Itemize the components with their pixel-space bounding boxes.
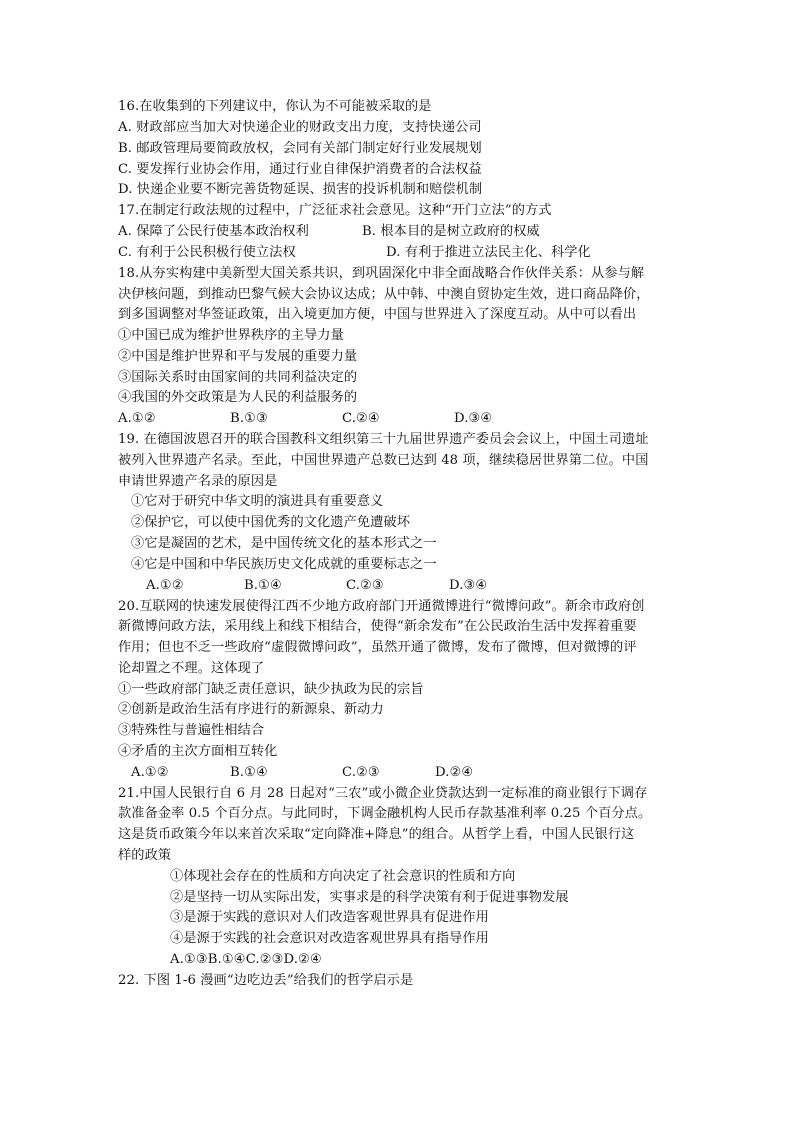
q21-statement-4: ④是源于实践的社会意识对改造客观世界具有指导作用 [170, 931, 489, 946]
q19-option-b: B.①④ [244, 578, 282, 593]
q18-stem-line3: 到多国调整对华签证政策，出入境更加方便，中国与世界进入了深度互动。从中可以看出 [118, 307, 637, 322]
q20-stem-line1: 20.互联网的快速发展使得江西不少地方政府部门开通微博进行“微博问政”。新余市政府创 [118, 599, 645, 614]
q20-stem-line2: 新微博问政方法，采用线上和线下相结合，使得“新余发布”在公民政治生活中发挥着重要 [118, 619, 637, 634]
q19-option-c: C.②③ [346, 578, 384, 593]
q19-statement-1: ①它对于研究中华文明的演进具有重要意义 [131, 494, 384, 509]
q16-stem: 16.在收集到的下列建议中，你认为不可能被采取的是 [118, 99, 432, 114]
q18-stem-line2: 决伊核问题，到推动巴黎气候大会协议达成；从中韩、中澳自贸协定生效，进口商品降价， [118, 287, 650, 302]
q21-stem-line1: 21.中国人民银行自 6 月 28 日起对“三农”或小微企业贷款达到一定标准的商业银行下调存 [118, 786, 648, 801]
q18-statement-1: ①中国已成为维护世界秩序的主导力量 [118, 328, 344, 343]
q19-stem-line3: 申请世界遗产名录的原因是 [118, 474, 278, 489]
q18-stem-line1: 18.从夯实构建中美新型大国关系共识，到巩固深化中非全面战略合作伙伴关系：从参与解 [118, 266, 645, 281]
q21-options: A.①③B.①④C.②③D.②④ [170, 952, 322, 967]
q19-stem-line2: 被列入世界遗产名录。至此，中国世界遗产总数已达到 48 项，继续稳居世界第二位。中国 [118, 453, 649, 468]
q20-stem-line3: 作用；但也不乏一些政府“虚假微博问政”，虽然开通了微博，发布了微博，但对微博的评 [118, 640, 637, 655]
q20-statement-1: ①一些政府部门缺乏责任意识，缺少执政为民的宗旨 [118, 682, 424, 697]
q18-statement-4: ④我国的外交政策是为人民的利益服务的 [118, 390, 358, 405]
q20-option-a: A.①② [131, 765, 169, 780]
q20-stem-line4: 论却置之不理。这体现了 [118, 661, 265, 676]
q17-stem: 17.在制定行政法规的过程中，广泛征求社会意见。这种“开门立法”的方式 [118, 203, 552, 218]
q20-statement-2: ②创新是政治生活有序进行的新源泉、新动力 [118, 702, 384, 717]
q18-statement-3: ③国际关系时由国家间的共同利益决定的 [118, 370, 358, 385]
q18-option-a: A.①② [118, 411, 156, 426]
q21-statement-2: ②是坚持一切从实际出发，实事求是的科学决策有利于促进事物发展 [170, 890, 569, 905]
q21-stem-line3: 这是货币政策今年以来首次采取“定向降准+降息”的组合。从哲学上看，中国人民银行这 [118, 827, 635, 842]
q18-option-b: B.①③ [230, 411, 268, 426]
q16-option-c: C. 要发挥行业协会作用，通过行业自律保护消费者的合法权益 [118, 162, 482, 177]
q21-stem-line2: 款准备金率 0.5 个百分点。与此同时，下调金融机构人民币存款基准利率 0.25 个百分点。 [118, 806, 652, 821]
q19-statement-2: ②保护它，可以使中国优秀的文化遗产免遭破坏 [131, 515, 411, 530]
q20-option-b: B.①④ [230, 765, 268, 780]
q16-option-d: D. 快递企业要不断完善货物延误、损害的投诉机制和赔偿机制 [118, 182, 483, 197]
q20-statement-3: ③特殊性与普遍性相结合 [118, 723, 265, 738]
q21-statement-1: ①体现社会存在的性质和方向决定了社会意识的性质和方向 [170, 869, 516, 884]
q18-option-c: C.②④ [342, 411, 380, 426]
q18-statement-2: ②中国是维护世界和平与发展的重要力量 [118, 349, 358, 364]
q21-statement-3: ③是源于实践的意识对人们改造客观世界具有促进作用 [170, 910, 489, 925]
q19-option-d: D.③④ [449, 578, 488, 593]
q20-option-d: D.②④ [435, 765, 474, 780]
q19-option-a: A.①② [146, 578, 184, 593]
q19-statement-3: ③它是凝固的艺术，是中国传统文化的基本形式之一 [131, 536, 437, 551]
q17-option-c: C. 有利于公民积极行使立法权 [118, 245, 296, 260]
q17-option-a: A. 保障了公民行使基本政治权利 [118, 224, 309, 239]
q16-option-a: A. 财政部应当加大对快递企业的财政支出力度，支持快递公司 [118, 120, 482, 135]
q20-option-c: C.②③ [342, 765, 380, 780]
q17-option-b: B. 根本目的是树立政府的权威 [362, 224, 540, 239]
q18-option-d: D.③④ [454, 411, 493, 426]
q17-option-d: D. 有利于推进立法民主化、科学化 [386, 245, 591, 260]
q20-statement-4: ④矛盾的主次方面相互转化 [118, 744, 278, 759]
q16-option-b: B. 邮政管理局要简政放权，会同有关部门制定好行业发展规划 [118, 141, 482, 156]
q19-statement-4: ④它是中国和中华民族历史文化成就的重要标志之一 [131, 557, 437, 572]
q22-stem: 22. 下图 1-6 漫画“边吃边丢”给我们的哲学启示是 [118, 973, 414, 988]
q21-stem-line4: 样的政策 [118, 848, 172, 863]
q19-stem-line1: 19. 在德国波恩召开的联合国教科文组织第三十九届世界遗产委员会会议上，中国土司遗址 [118, 432, 649, 447]
